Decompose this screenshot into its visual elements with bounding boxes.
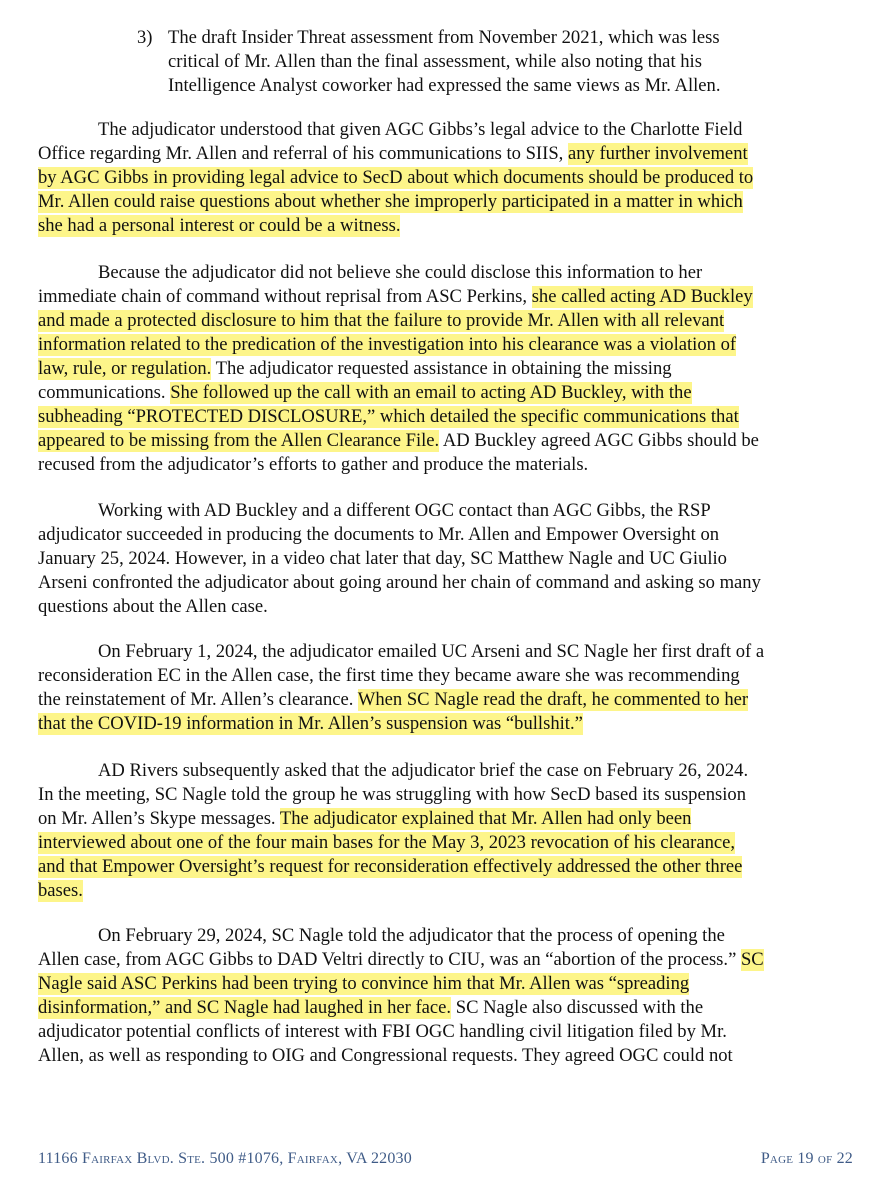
text-line: Arseni confronted the adjudicator about going around her chain of command and asking so many <box>38 572 761 593</box>
text-line <box>38 405 739 429</box>
text-line: adjudicator potential conflicts of interest with FBI OGC handling civil litigation filed by Mr. <box>38 1021 727 1042</box>
text-line <box>38 333 736 357</box>
text-line: adjudicator succeeded in producing the documents to Mr. Allen and Empower Oversight on <box>38 524 720 545</box>
highlight: subheading “PROTECTED DISCLOSURE,” which detailed the specific communications that <box>38 406 739 427</box>
text-line <box>38 948 764 972</box>
text-line: In the meeting, SC Nagle told the group he was struggling with how SecD based its suspension <box>38 784 747 805</box>
text-line <box>38 972 689 996</box>
highlight: The adjudicator explained that Mr. Allen had only been <box>279 808 692 829</box>
text-line <box>38 142 748 166</box>
footer-address: 11166 Fairfax Blvd. Ste. 500 #1076, Fairfax, VA 22030 <box>38 1150 412 1167</box>
text-span: on Mr. Allen’s Skype messages. <box>38 808 280 829</box>
highlight: by AGC Gibbs in providing legal advice to SecD about which documents should be produced to <box>38 167 754 188</box>
text-line: recused from the adjudicator’s efforts to gather and produce the materials. <box>38 454 589 475</box>
highlight: she had a personal interest or could be a witness. <box>38 215 401 236</box>
text-span: Office regarding Mr. Allen and referral of his communications to SIIS, <box>38 143 568 164</box>
text-line: AD Rivers subsequently asked that the adjudicator brief the case on February 26, 2024. <box>98 760 749 781</box>
text-line <box>38 855 742 879</box>
text-line <box>38 190 743 214</box>
text-span: immediate chain of command without reprisal from ASC Perkins, <box>38 286 532 307</box>
text-line <box>38 831 735 855</box>
text-line <box>38 285 753 309</box>
footer-page-number: Page 19 of 22 <box>760 1150 853 1167</box>
text-line <box>38 309 724 333</box>
highlight: and made a protected disclosure to him that the failure to provide Mr. Allen with all relevant <box>38 310 725 331</box>
text-line <box>38 807 691 831</box>
text-span: communications. <box>38 382 171 403</box>
text-line: Working with AD Buckley and a different OGC contact than AGC Gibbs, the RSP <box>98 500 711 521</box>
highlight: Mr. Allen could raise questions about whether she improperly participated in a matter in which <box>38 191 743 212</box>
text-span: AD Buckley agreed AGC Gibbs should be <box>439 430 759 451</box>
text-line <box>38 357 672 381</box>
text-line <box>38 429 759 453</box>
list-number: 3) <box>137 27 153 48</box>
highlight: SC <box>740 949 764 970</box>
highlight: interviewed about one of the four main bases for the May 3, 2023 revocation of his clearance, <box>38 832 736 853</box>
highlight: When SC Nagle read the draft, he commented to her <box>357 689 749 710</box>
text-line: questions about the Allen case. <box>38 596 268 617</box>
list-item-line: The draft Insider Threat assessment from November 2021, which was less <box>168 27 720 48</box>
highlight: Nagle said ASC Perkins had been trying to convince him that Mr. Allen was “spreading <box>38 973 690 994</box>
text-line: reconsideration EC in the Allen case, the first time they became aware she was recommending <box>38 665 740 686</box>
highlight: She followed up the call with an email to acting AD Buckley, with the <box>170 382 692 403</box>
highlight: she called acting AD Buckley <box>531 286 753 307</box>
highlight: and that Empower Oversight’s request for reconsideration effectively addressed the other three <box>38 856 743 877</box>
text-line <box>38 688 748 712</box>
text-span: The adjudicator requested assistance in obtaining the missing <box>211 358 672 379</box>
text-line: January 25, 2024. However, in a video chat later that day, SC Matthew Nagle and UC Giulio <box>38 548 727 569</box>
text-line <box>38 214 400 238</box>
highlight: any further involvement <box>567 143 748 164</box>
highlight: bases. <box>38 880 83 901</box>
highlight: that the COVID-19 information in Mr. Allen’s suspension was “bullshit.” <box>38 713 583 734</box>
list-item-line: critical of Mr. Allen than the final assessment, while also noting that his <box>168 51 702 72</box>
text-line <box>38 166 753 190</box>
highlight: law, rule, or regulation. <box>38 358 212 379</box>
list-item-line: Intelligence Analyst coworker had expressed the same views as Mr. Allen. <box>168 75 721 96</box>
text-line <box>38 996 703 1020</box>
text-line: Because the adjudicator did not believe she could disclose this information to her <box>98 262 703 283</box>
text-span: Allen case, from AGC Gibbs to DAD Veltri directly to CIU, was an “abortion of the process.” <box>38 949 741 970</box>
text-span: the reinstatement of Mr. Allen’s clearance. <box>38 689 358 710</box>
highlight: information related to the predication of the investigation into his clearance was a violation of <box>38 334 737 355</box>
highlight: disinformation,” and SC Nagle had laughed in her face. <box>38 997 452 1018</box>
text-line <box>38 879 83 903</box>
text-line <box>38 712 583 736</box>
text-line: Allen, as well as responding to OIG and Congressional requests. They agreed OGC could not <box>38 1045 733 1066</box>
text-span: SC Nagle also discussed with the <box>451 997 704 1018</box>
text-line <box>38 381 692 405</box>
text-line: On February 29, 2024, SC Nagle told the adjudicator that the process of opening the <box>98 925 725 946</box>
highlight: appeared to be missing from the Allen Clearance File. <box>38 430 440 451</box>
text-line: The adjudicator understood that given AGC Gibbs’s legal advice to the Charlotte Field <box>98 119 743 140</box>
text-line: On February 1, 2024, the adjudicator emailed UC Arseni and SC Nagle her first draft of a <box>98 641 765 662</box>
